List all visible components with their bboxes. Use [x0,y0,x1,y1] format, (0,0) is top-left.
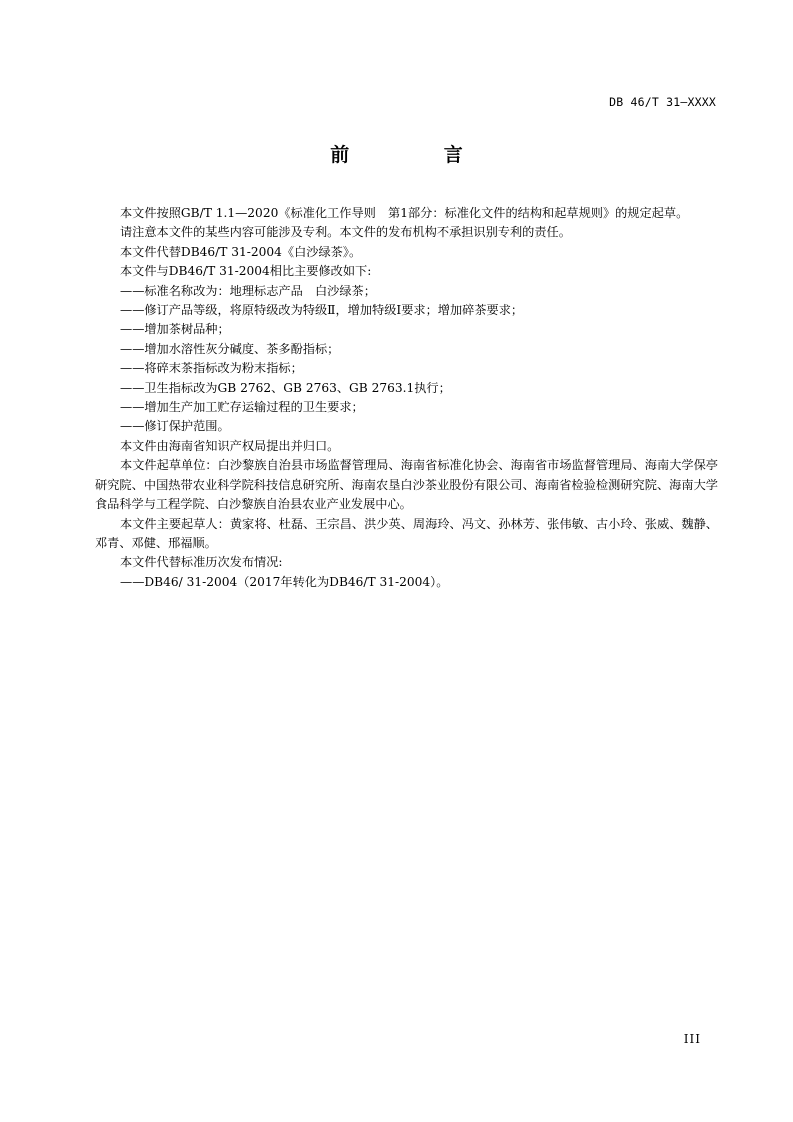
page-number: III [683,1032,701,1046]
paragraph-drafters: 本文件主要起草人：黄家将、杜磊、王宗昌、洪少英、周海玲、冯文、孙林芳、张伟敏、古小玲、张威、魏静、邓青、邓健、邢福顺。 [95,516,718,550]
preface-body [95,204,718,592]
change-item-name: ——标准名称改为：地理标志产品 白沙绿茶； [120,283,376,298]
document-code: DB 46/T 31—XXXX [609,95,716,109]
change-item-process: ——增加生产加工贮存运输过程的卫生要求； [120,400,364,415]
paragraph-history-intro: 本文件代替标准历次发布情况: [120,555,283,570]
paragraph-drafting-rules: 本文件按照GB/T 1.1—2020《标准化工作导则 第1部分：标准化文件的结构和起草规则》的规定起草。 [120,206,689,220]
paragraph-proposer: 本文件由海南省知识产权局提出并归口。 [120,438,340,453]
change-item-ash: ——增加水溶性灰分碱度、茶多酚指标； [120,341,340,356]
paragraph-patent-notice: 请注意本文件的某些内容可能涉及专利。本文件的发布机构不承担识别专利的责任。 [120,225,571,240]
paragraph-changes-intro: 本文件与DB46/T 31-2004相比主要修改如下: [120,264,372,279]
history-item: ——DB46/ 31-2004（2017年转化为DB46/T 31-2004）。 [120,574,449,589]
paragraph-drafting-units: 本文件起草单位：白沙黎族自治县市场监督管理局、海南省标准化协会、海南省市场监督管理局、海南大学保亭研究院、中国热带农业科学院科技信息研究所、海南农垦白沙茶业股份有限公司、海南省检验检测研究院、海南大学食品科学与工程学院、白沙黎族自治县农业产业发展中心。 [95,458,718,512]
change-item-hygiene: ——卫生指标改为GB 2762、GB 2763、GB 2763.1执行； [120,380,451,395]
page-title: 前 言 [330,144,507,166]
change-item-variety: ——增加茶树品种； [120,322,230,337]
change-item-scope: ——修订保护范围。 [120,419,230,434]
change-item-grade: ——修订产品等级，将原特级改为特级Ⅱ，增加特级Ⅰ要求；增加碎茶要求； [120,303,524,318]
paragraph-replaces: 本文件代替DB46/T 31-2004《白沙绿茶》。 [120,244,362,259]
change-item-powder: ——将碎末茶指标改为粉末指标； [120,361,303,376]
